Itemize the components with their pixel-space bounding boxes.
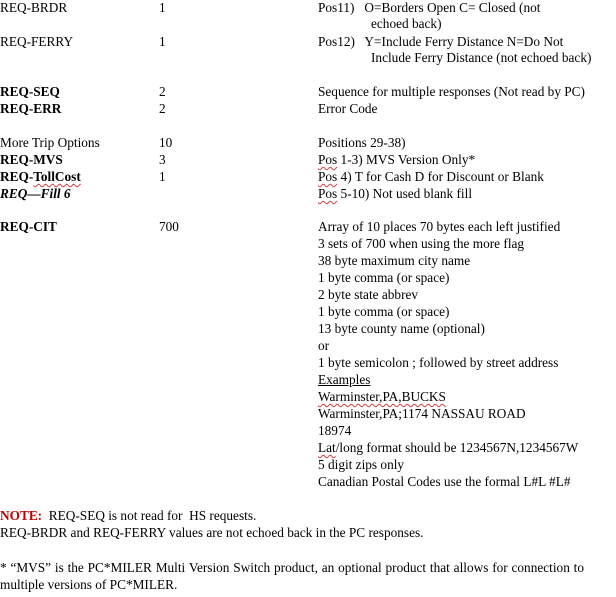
- req-err-name: REQ-ERR: [0, 101, 62, 116]
- req-cit-line-15: 5 digit zips only: [318, 457, 405, 472]
- req-cit-line-2: 3 sets of 700 when using the more flag: [318, 236, 525, 251]
- req-tollcost-name-prefix: REQ-: [0, 169, 34, 184]
- req-fill-name: REQ—Fill 6: [0, 186, 71, 201]
- req-brdr-desc-line2: echoed back): [371, 16, 442, 31]
- req-cit-line-6: 1 byte comma (or space): [318, 304, 450, 319]
- req-err-value: 2: [159, 101, 166, 116]
- req-cit-example-3: 18974: [318, 423, 352, 438]
- req-cit-line-4: 1 byte comma (or space): [318, 270, 450, 285]
- req-cit-name: REQ-CIT: [0, 219, 57, 234]
- req-tollcost-desc-rest: 4) T for Cash D for Discount or Blank: [337, 169, 544, 184]
- req-cit-line-7: 13 byte county name (optional): [318, 321, 485, 336]
- note-text-1: REQ-SEQ is not read for HS requests.: [42, 508, 257, 523]
- req-seq-value: 2: [159, 84, 166, 99]
- req-mvs-desc: [318, 152, 475, 168]
- req-cit-line-9: 1 byte semicolon ; followed by street address: [318, 355, 559, 370]
- req-tollcost-name: [0, 169, 81, 185]
- req-ferry-desc-line2: Include Ferry Distance (not echoed back): [371, 50, 592, 65]
- req-fill-desc-word: Pos: [318, 186, 338, 201]
- note-text-2: REQ-BRDR and REQ-FERRY values are not echoed back in the PC responses.: [0, 525, 424, 540]
- req-cit-examples-heading: Examples: [318, 372, 371, 387]
- req-err-desc: Error Code: [318, 101, 378, 116]
- req-mvs-desc-word: Pos: [318, 152, 338, 167]
- req-tollcost-desc: [318, 169, 544, 185]
- req-tollcost-desc-word: Pos: [318, 169, 338, 184]
- req-cit-line-14-word: Lat: [318, 440, 336, 455]
- note-label: NOTE:: [0, 508, 43, 523]
- req-cit-value: 700: [159, 219, 179, 234]
- req-mvs-desc-rest: 1-3) MVS Version Only*: [337, 152, 476, 167]
- req-cit-line-1: Array of 10 places 70 bytes each left justified: [318, 219, 561, 234]
- req-fill-desc-rest: 5-10) Not used blank fill: [337, 186, 473, 201]
- req-cit-line-8: or: [318, 338, 330, 353]
- mvs-footnote: * “MVS” is the PC*MILER Multi Version Switch product, an optional product that allows for connection to multiple versions of PC*MILER.: [0, 560, 584, 592]
- req-fill-desc: [318, 186, 472, 202]
- req-mvs-value: 3: [159, 152, 166, 167]
- req-mvs-name: REQ-MVS: [0, 152, 63, 167]
- req-ferry-desc-line1: Pos12) Y=Include Ferry Distance N=Do Not: [318, 34, 564, 49]
- more-trip-options-name: More Trip Options: [0, 135, 100, 150]
- req-cit-line-14: [318, 440, 578, 456]
- req-brdr-value: 1: [159, 0, 166, 15]
- req-brdr-desc-line1: Pos11) O=Borders Open C= Closed (not: [318, 0, 541, 15]
- req-cit-example-1: Warminster,PA,BUCKS: [318, 389, 446, 404]
- req-brdr-name: REQ-BRDR: [0, 0, 68, 15]
- req-seq-desc: Sequence for multiple responses (Not read by PC): [318, 84, 585, 99]
- more-trip-options-value: 10: [159, 135, 173, 150]
- req-ferry-value: 1: [159, 34, 166, 49]
- req-cit-line-3: 38 byte maximum city name: [318, 253, 471, 268]
- more-trip-options-desc: Positions 29-38): [318, 135, 406, 150]
- req-tollcost-name-word: TollCost: [33, 169, 81, 184]
- req-cit-line-16: Canadian Postal Codes use the formal L#L #L#: [318, 474, 571, 489]
- req-ferry-name: REQ-FERRY: [0, 34, 74, 49]
- req-seq-name: REQ-SEQ: [0, 84, 60, 99]
- req-cit-example-2: Warminster,PA;1174 NASSAU ROAD: [318, 406, 526, 421]
- req-cit-line-14-rest: /long format should be 1234567N,1234567W: [335, 440, 579, 455]
- req-cit-line-5: 2 byte state abbrev: [318, 287, 419, 302]
- req-tollcost-value: 1: [159, 169, 166, 184]
- note-line-1: [0, 508, 256, 524]
